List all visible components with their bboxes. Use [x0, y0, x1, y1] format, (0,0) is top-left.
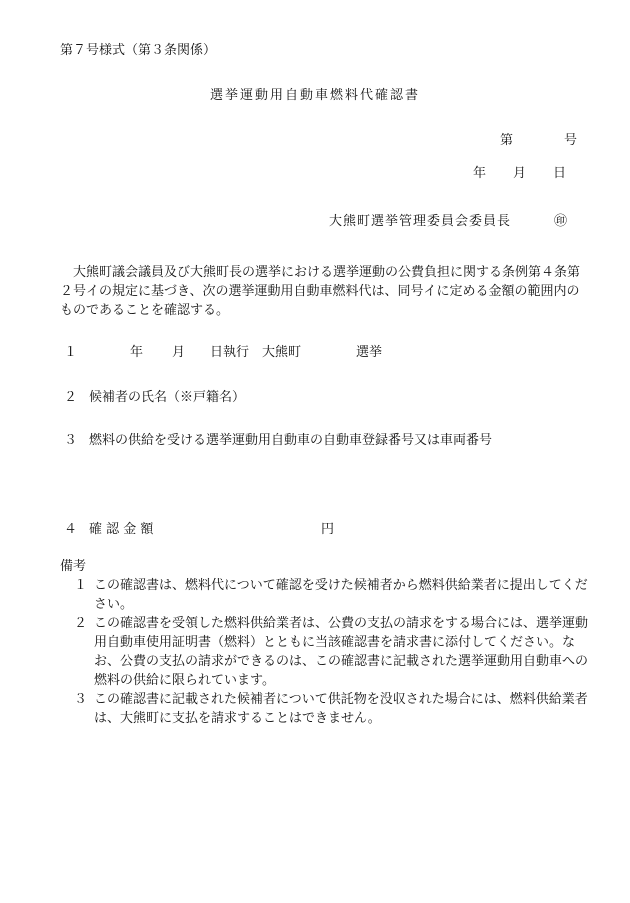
date-month: 月	[513, 166, 527, 181]
number-prefix: 第	[500, 133, 514, 148]
item-1-execution-day: 日執行	[210, 345, 250, 360]
document-number-line	[500, 133, 577, 149]
note-3-number: ３	[74, 692, 88, 707]
item-4-number: ４	[64, 522, 78, 537]
item-2-label: 候補者の氏名（※戸籍名）	[89, 390, 246, 405]
note-item	[74, 576, 594, 614]
item-4-confirmed-amount	[64, 522, 334, 538]
note-item	[74, 690, 594, 728]
notes-heading: 備考	[60, 559, 87, 574]
item-4-label: 確 認 金 額	[89, 522, 154, 537]
number-suffix: 号	[564, 133, 578, 148]
item-3-number: ３	[64, 433, 78, 448]
document-title: 選挙運動用自動車燃料代確認書	[209, 88, 420, 103]
item-1-number: １	[64, 345, 78, 360]
note-1-number: １	[74, 578, 88, 593]
item-2-candidate-name	[64, 390, 245, 406]
note-item	[74, 614, 594, 690]
note-2-number: ２	[74, 616, 88, 631]
seal-mark: ㊞	[554, 214, 568, 229]
note-2-text: この確認書を受領した燃料供給業者は、公費の支払の請求をする場合には、選挙運動用自動車使用証明書（燃料）とともに当該確認書を請求書に添付してください。なお、公費の支払の請求ができるのは、この確認書に記載された選挙運動用自動車への燃料の供給に限られています。	[94, 616, 589, 688]
note-3-text: この確認書に記載された候補者について供託物を没収された場合には、燃料供給業者は、大熊町に支払を請求することはできません。	[94, 692, 588, 726]
date-year: 年	[473, 166, 487, 181]
confirmation-statement: 大熊町議会議員及び大熊町長の選挙における選挙運動の公費負担に関する条例第４条第２号イの規定に基づき、次の選挙運動用自動車燃料代は、同号イに定める金額の範囲内のものであることを確認する。	[60, 265, 581, 318]
note-1-text: この確認書は、燃料代について確認を受けた候補者から燃料供給業者に提出してください。	[94, 578, 588, 612]
item-1-election	[64, 345, 382, 361]
item-1-election-label: 選挙	[356, 345, 383, 360]
item-2-number: ２	[64, 390, 78, 405]
date-line	[473, 166, 566, 182]
item-3-vehicle-number	[64, 433, 492, 449]
date-day: 日	[553, 166, 567, 181]
item-1-year: 年	[130, 345, 144, 360]
item-4-unit: 円	[321, 522, 335, 537]
item-1-town: 大熊町	[262, 345, 302, 360]
issuer-name: 大熊町選挙管理委員会委員長	[329, 214, 512, 229]
item-3-label: 燃料の供給を受ける選挙運動用自動車の自動車登録番号又は車両番号	[89, 433, 493, 448]
item-1-month: 月	[172, 345, 186, 360]
form-number-label: 第７号様式（第３条関係）	[60, 43, 217, 58]
